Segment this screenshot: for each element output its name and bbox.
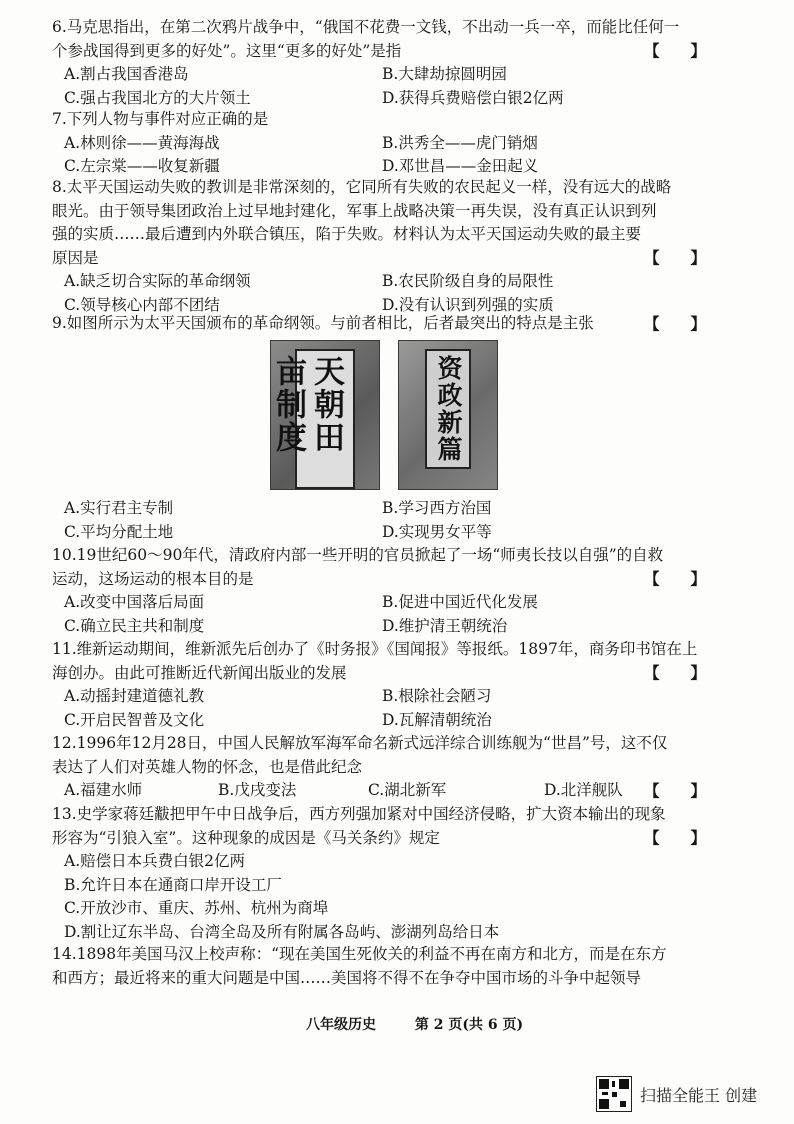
option-d: D.割让辽东半岛、台湾全岛及所有附属各岛屿、澎湖列岛给日本 (64, 922, 500, 941)
question-14 (52, 943, 752, 990)
question-stem: 运动，这场运动的根本目的是 (52, 569, 254, 588)
book-title: 资政新篇 (425, 349, 471, 469)
option-d: D.实现男女平等 (382, 522, 492, 541)
question-9 (52, 312, 752, 336)
book-title: 天朝田亩制度 (295, 349, 355, 489)
question-stem: 形容为“引狼入室”。这种现象的成因是《马关条约》规定 (52, 828, 440, 847)
option-b: B.洪秀全——虎门销烟 (382, 133, 538, 152)
option-b: B.促进中国近代化发展 (382, 593, 538, 611)
question-stem: 6.马克思指出，在第二次鸦片战争中，“俄国不花费一文钱，不出动一兵一卒，而能比任何一 (52, 18, 680, 36)
answer-bracket: 【 】 (643, 663, 706, 682)
answer-bracket: 【 】 (643, 828, 706, 847)
question-stem: 和西方；最近将来的重大问题是中国……美国将不得不在争夺中国市场的斗争中起领导 (52, 968, 642, 987)
question-stem: 眼光。由于领导集团政治上过早地封建化，军事上战略决策一再失误，没有真正认识到列 (52, 201, 657, 220)
options (52, 685, 752, 732)
question-stem: 8.太平天国运动失败的教训是非常深刻的，它同所有失败的农民起义一样，没有远大的战略 (52, 178, 672, 196)
book-photos (270, 340, 502, 490)
option-d: D.没有认识到列强的实质 (382, 295, 554, 314)
question-stem: 表达了人们对英雄人物的怀念，也是借此纪念 (52, 757, 363, 776)
option-c: C.强占我国北方的大片领土 (64, 88, 251, 107)
qr-code-icon (596, 1076, 632, 1112)
options (52, 270, 752, 317)
question-stem: 7.下列人物与事件对应正确的是 (52, 110, 269, 128)
answer-bracket: 【 】 (643, 781, 706, 800)
question-stem: 原因是 (52, 248, 99, 267)
question-stem: 12.1996年12月28日，中国人民解放军海军命名新式远洋综合训练舰为“世昌”号，这不仅 (52, 734, 668, 752)
question-10 (52, 544, 752, 638)
options (52, 591, 752, 638)
question-9-options (52, 497, 752, 544)
book-tianchao-tianmu (270, 340, 380, 490)
question-stem: 14.1898年美国马汉上校声称：“现在美国生死攸关的利益不再在南方和北方，而是在东方 (52, 945, 667, 963)
question-stem: 海创办。由此可推断近代新闻出版业的发展 (52, 663, 347, 682)
option-c: C.湖北新军 (368, 781, 447, 799)
option-b: B.根除社会陋习 (382, 687, 492, 705)
options (52, 132, 752, 179)
subject-label: 八年级历史 (306, 1017, 376, 1033)
option-a: A.福建水师 (64, 781, 143, 799)
option-d: D.维护清王朝统治 (382, 616, 508, 635)
answer-bracket: 【 】 (643, 41, 706, 60)
option-c: C.开放沙市、重庆、苏州、杭州为商埠 (64, 899, 329, 917)
scanner-watermark (596, 1076, 757, 1112)
options (52, 850, 752, 944)
answer-bracket: 【 】 (643, 314, 706, 333)
option-b: B.农民阶级自身的局限性 (382, 272, 554, 290)
question-12 (52, 732, 752, 803)
option-a: A.赔偿日本兵费白银2亿两 (64, 852, 245, 870)
question-stem: 13.史学家蒋廷黻把甲午中日战争后，西方列强加紧对中国经济侵略，扩大资本输出的现象 (52, 805, 666, 823)
question-11 (52, 638, 752, 732)
option-a: A.割占我国香港岛 (64, 65, 189, 83)
question-stem: 10.19世纪60～90年代，清政府内部一些开明的官员掀起了一场“师夷长技以自强”的自救 (52, 546, 664, 564)
option-b: B.允许日本在通商口岸开设工厂 (64, 875, 282, 894)
watermark-text: 扫描全能王 创建 (640, 1085, 758, 1105)
option-d: D.获得兵费赔偿白银2亿两 (382, 88, 564, 107)
question-7 (52, 108, 752, 179)
option-c: C.开启民智普及文化 (64, 710, 205, 729)
answer-bracket: 【 】 (643, 569, 706, 588)
options (52, 497, 752, 544)
option-b: B.学习西方治国 (382, 499, 492, 517)
question-stem: 11.维新运动期间，维新派先后创办了《时务报》《国闻报》等报纸。1897年，商务印书馆在上 (52, 640, 698, 658)
option-c: C.领导核心内部不团结 (64, 295, 220, 314)
option-a: A.改变中国落后局面 (64, 593, 205, 611)
book-zizheng-xinpian (398, 340, 498, 490)
page-number: 第 2 页(共 6 页) (414, 1017, 524, 1033)
question-stem: 个参战国得到更多的好处”。这里“更多的好处”是指 (52, 41, 402, 60)
option-b: B.大肆劫掠圆明园 (382, 65, 507, 83)
option-a: A.缺乏切合实际的革命纲领 (64, 272, 251, 290)
option-a: A.实行君主专制 (64, 499, 174, 517)
page-footer (306, 1014, 557, 1034)
option-c: C.平均分配土地 (64, 522, 174, 541)
question-6 (52, 16, 752, 110)
option-d: D.北洋舰队 (544, 781, 623, 799)
question-stem: 强的实质……最后遭到内外联合镇压，陷于失败。材料认为太平天国运动失败的最主要 (52, 225, 642, 243)
option-c: C.确立民主共和制度 (64, 616, 205, 635)
option-d: D.邓世昌——金田起义 (382, 157, 539, 175)
option-a: A.林则徐——黄海海战 (64, 133, 220, 152)
option-b: B.戊戌变法 (218, 781, 297, 799)
option-a: A.动摇封建道德礼教 (64, 687, 205, 705)
question-8 (52, 176, 752, 317)
answer-bracket: 【 】 (643, 248, 706, 267)
option-d: D.瓦解清朝统治 (382, 710, 492, 729)
question-stem: 9.如图所示为太平天国颁布的革命纲领。与前者相比，后者最突出的特点是主张 (52, 314, 594, 332)
option-c: C.左宗棠——收复新疆 (64, 157, 220, 175)
options (52, 63, 752, 110)
question-13 (52, 803, 752, 944)
